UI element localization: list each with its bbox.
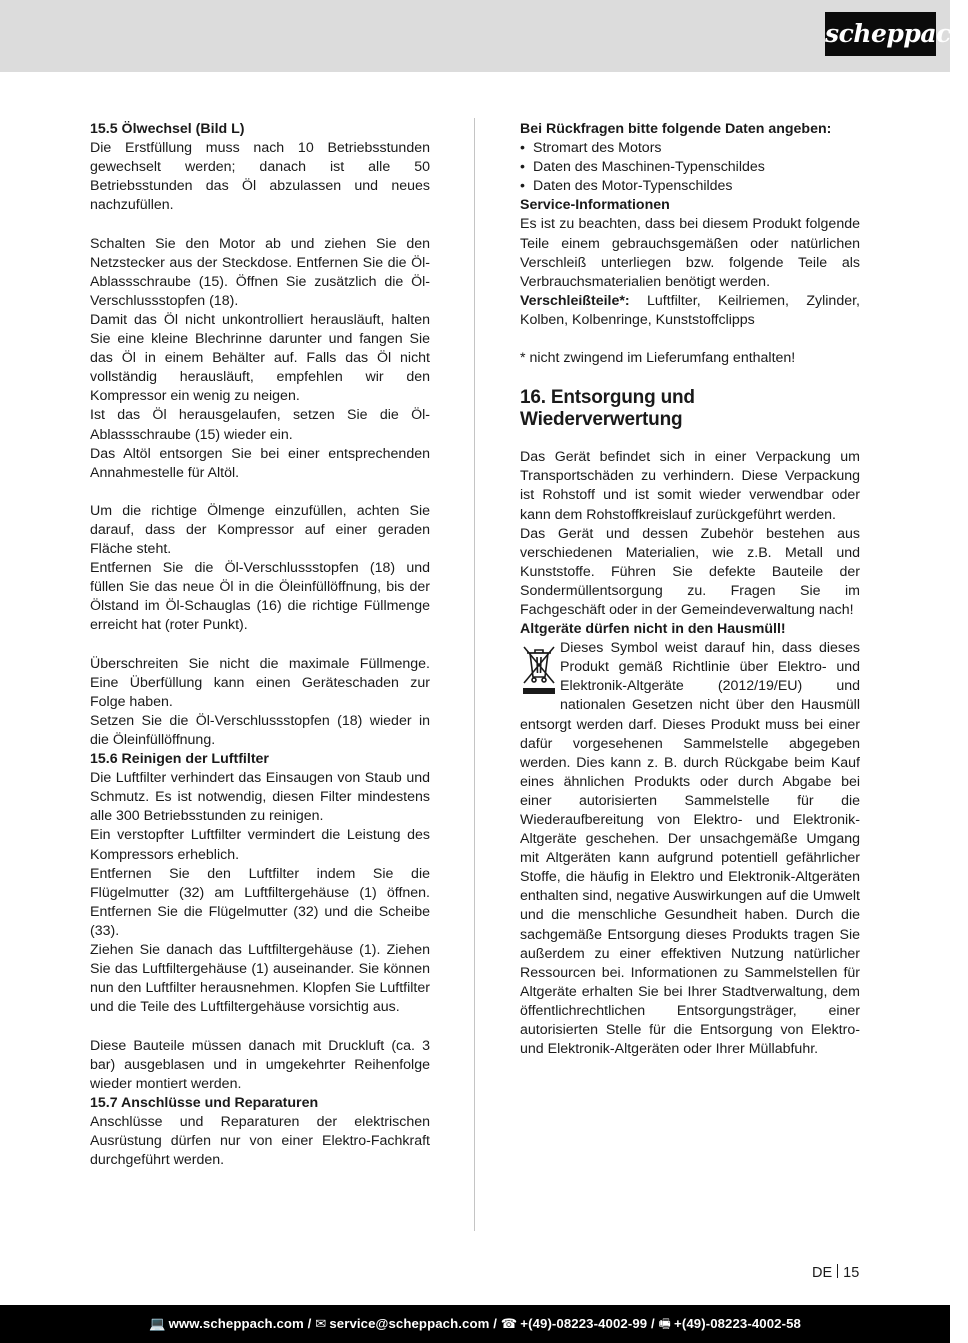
- paragraph: Entfernen Sie den Luftfilter indem Sie die Flügelmutter (32) am Luftfiltergehäuse (1) öffnen. Entfernen Sie die Flügelmutter (32) und die Scheibe (33).: [90, 865, 430, 939]
- left-column: [90, 120, 430, 1170]
- paragraph: Anschlüsse und Reparaturen der elektrischen Ausrüstung dürfen nur von einer Elektro-Fachkraft durchgeführt werden.: [90, 1113, 430, 1169]
- weee-block: [520, 639, 860, 1059]
- wear-parts: [520, 292, 860, 330]
- page-number-separator: [837, 1264, 838, 1278]
- wear-parts-text: Luftfilter, Keilriemen, Zylinder, Kolben, Kolbenringe, Kunststoffclipps: [520, 292, 860, 328]
- column-divider: [474, 118, 475, 1231]
- header-band: [0, 0, 950, 72]
- footer-fax: +(49)-08223-4002-58: [674, 1316, 801, 1331]
- page-language: DE: [812, 1265, 833, 1281]
- paragraph: Die Luftfilter verhindert das Einsaugen von Staub und Schmutz. Es ist notwendig, diesen Filter mindestens alle 300 Betriebsstunden zu reinigen.: [90, 770, 430, 825]
- contact-footer: [0, 1305, 950, 1343]
- footnote: * nicht zwingend im Lieferumfang enthalten!: [520, 350, 796, 367]
- paragraph: Damit das Öl nicht unkontrolliert herausläuft, halten Sie eine kleine Blechrinne darunter und fangen Sie das Öl in einem Behälter auf. Falls das Öl nicht vollständig herausläuft, empfehlen wir den Kompressor ein wenig zu neigen.: [90, 311, 430, 405]
- footer-separator: /: [647, 1316, 659, 1331]
- paragraph: Diese Bauteile müssen danach mit Druckluft (ca. 3 bar) ausgeblasen und in umgekehrter Reihenfolge wieder montiert werden.: [90, 1037, 430, 1092]
- page-number-value: 15: [843, 1265, 860, 1281]
- paragraph: Das Gerät befindet sich in einer Verpackung um Transportschäden zu verhindern. Diese Verpackung ist Rohstoff und ist somit wieder verwendbar oder kann dem Rohstoffkreislauf zurückgeführt werden.: [520, 449, 860, 523]
- list-item: • Stromart des Motors: [520, 139, 860, 158]
- paragraph: Das Gerät und dessen Zubehör bestehen aus verschiedenen Materialien, wie z.B. Metall und Kunststoffe. Führen Sie defekte Bauteile der Sondermüllentsorgung zu. Fragen Sie im Fachgeschäft oder in der Gemeindeverwaltung nach!: [520, 525, 860, 618]
- paragraph: Um die richtige Ölmenge einzufüllen, achten Sie darauf, dass der Kompressor auf einer geraden Fläche steht.: [90, 502, 430, 558]
- paragraph: Die Erstfüllung muss nach 10 Betriebsstunden gewechselt werden; danach ist alle 50 Betriebsstunden das Öl abzulassen und neues nachzufüllen.: [90, 140, 430, 214]
- paragraph: Ein verstopfter Luftfilter vermindert die Leistung des Kompressors erheblich.: [90, 827, 430, 863]
- section-16-title: 16. Entsorgung und Wiederverwertung: [520, 387, 695, 431]
- crossed-bin-icon: [520, 641, 558, 697]
- footer-separator: /: [489, 1316, 501, 1331]
- email-icon: ✉: [315, 1316, 327, 1331]
- paragraph: Es ist zu beachten, dass bei diesem Produkt folgende Teile einem gebrauchsgemäßen oder natürlichen Verschleiß unterliegen bzw. folgende Teile als Verbrauchsmaterialien benötigt werden.: [520, 216, 860, 290]
- wear-parts-label: Verschleißteile: [520, 292, 620, 309]
- footer-web[interactable]: www.scheppach.com: [168, 1316, 304, 1331]
- list-item: • Daten des Maschinen-Typenschildes: [520, 158, 860, 177]
- list-item: • Daten des Motor-Typenschildes: [520, 177, 860, 196]
- paragraph: Entfernen Sie die Öl-Verschlussstopfen (18) und füllen Sie das neue Öl in die Öleinfüllöffnung, bis der Ölstand im Öl-Schauglas (16) die richtige Füllmenge erreicht hat (roter Punkt).: [90, 560, 430, 634]
- footer-email[interactable]: service@scheppach.com: [329, 1316, 490, 1331]
- paragraph: Überschreiten Sie nicht die maximale Füllmenge. Eine Überfüllung kann einen Geräteschaden zur Folge haben.: [90, 655, 430, 710]
- section-15-7-title: 15.7 Anschlüsse und Reparaturen: [90, 1094, 319, 1111]
- paragraph: Schalten Sie den Motor ab und ziehen Sie den Netzstecker aus der Steckdose. Entfernen Sie die Öl-Ablassschraube (15). Öffnen Sie zusätzlich die Öl-Verschlussstopfen (18).: [90, 235, 430, 309]
- paragraph: Das Altöl entsorgen Sie bei einer entsprechenden Annahmestelle für Altöl.: [90, 445, 430, 481]
- queries-list: [520, 139, 860, 196]
- page-number: [812, 1264, 859, 1281]
- paragraph: Ziehen Sie danach das Luftfiltergehäuse (1). Ziehen Sie das Luftfiltergehäuse (1) auseinander. Sie können nun den Luftfilter herausnehmen. Klopfen Sie Luftfilter und die Teile des Luftfiltergehäuse vorsichtig aus.: [90, 942, 430, 1016]
- service-title: Service-Informationen: [520, 197, 670, 214]
- footer-separator: /: [303, 1316, 316, 1331]
- phone-icon: ☎: [500, 1316, 518, 1331]
- right-column: [520, 120, 860, 1059]
- section-15-6-title: 15.6 Reinigen der Luftfilter: [90, 751, 269, 768]
- fax-icon: 🖷: [658, 1316, 672, 1331]
- scheppach-logo: scheppach: [825, 12, 936, 56]
- weee-title: Altgeräte dürfen nicht in den Hausmüll!: [520, 621, 786, 638]
- weee-text: Dieses Symbol weist darauf hin, dass dieses Produkt gemäß Richtlinie über Elektro- und Elektronik-Altgeräte (2012/19/EU) und nationalen Gesetzen nicht über den Hausmüll entsorgt werden darf. Dieses Produkt muss bei einer dafür vorgesehenen Sammelstelle abgegeben werden. Dies kann z. B. durch Rückgabe beim Kauf eines ähnlichen Produkts oder durch Abgabe bei einer autorisierten Sammelstelle für die Wiederaufbereitung von Elektro- und Elektronik-Altgeräte geschehen. Der unsachgemäße Umgang mit Altgeräten kann aufgrund potentiell gefährlicher Stoffe, die häufig in Elektro und Elektronik-Altgeräten enthalten sind, negative Auswirkungen auf die Umwelt und die menschliche Gesundheit haben. Durch die sachgemäße Entsorgung dieses Produkts tragen Sie außerdem zu einer effektiven Nutzung natürlicher Ressourcen bei. Informationen zu Sammelstellen für Altgeräte erhalten Sie bei Ihrer Stadtverwaltung, dem öffentlichrechtlichen Entsorgungsträger, einer autorisierten Stelle für die Entsorgung von Elektro- und Elektronik-Altgeräten oder Ihrer Müllabfuhr.: [520, 640, 860, 1058]
- paragraph: Ist das Öl herausgelaufen, setzen Sie die Öl-Ablassschraube (15) wieder ein.: [90, 407, 430, 443]
- wear-parts-marker: *:: [619, 292, 630, 309]
- computer-icon: 💻: [149, 1316, 166, 1331]
- section-15-5-title: 15.5 Ölwechsel (Bild L): [90, 121, 245, 137]
- footer-phone: +(49)-08223-4002-99: [520, 1316, 648, 1331]
- paragraph: Setzen Sie die Öl-Verschlussstopfen (18) wieder in die Öleinfüllöffnung.: [90, 712, 430, 748]
- queries-title: Bei Rückfragen bitte folgende Daten angeben:: [520, 121, 832, 137]
